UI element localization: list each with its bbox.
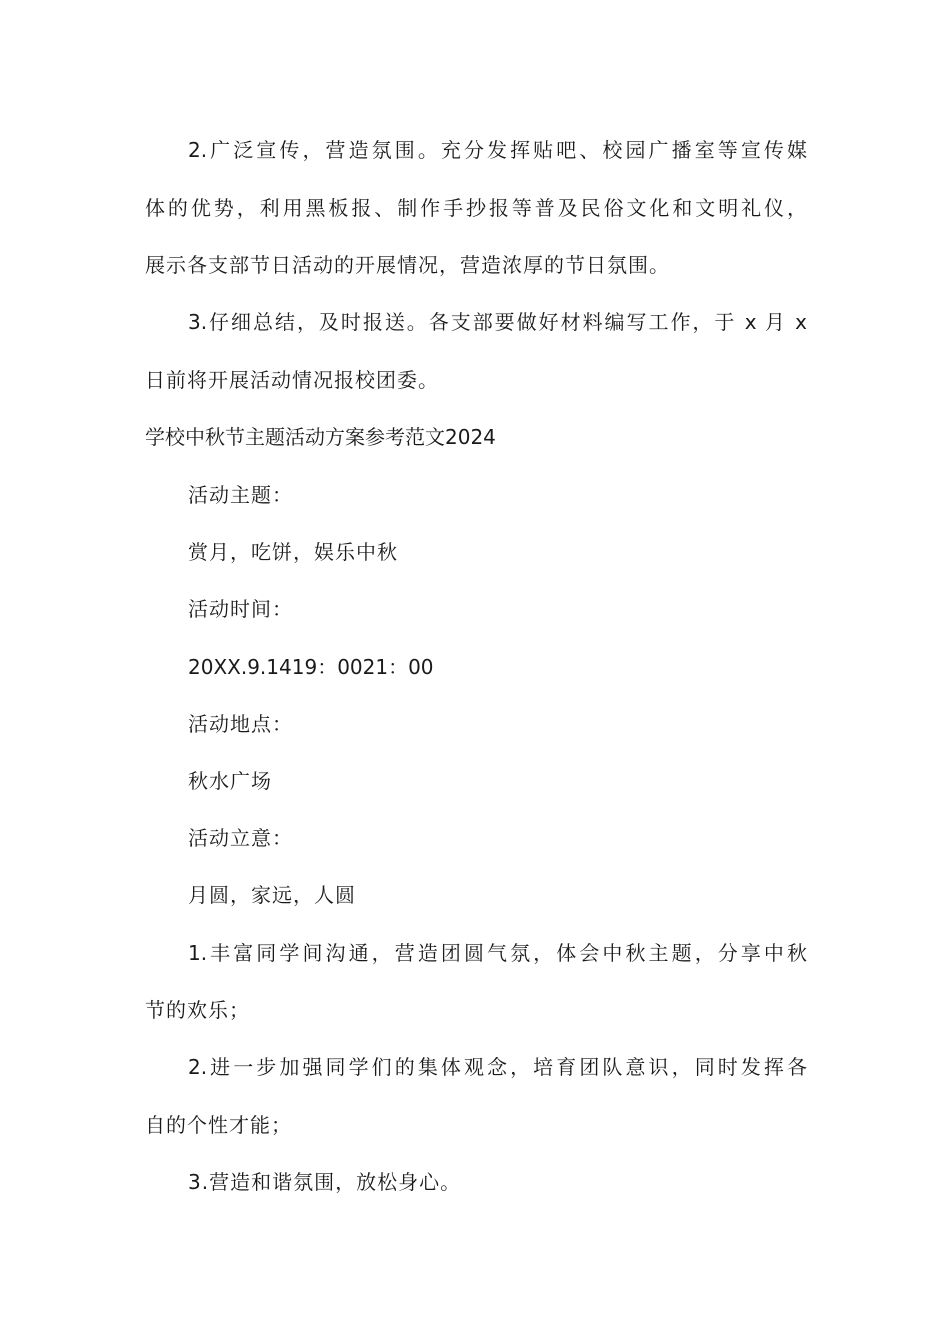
paragraph-line: 秋水广场 [188,769,272,793]
paragraph-line: 2.进一步加强同学们的集体观念，培育团队意识，同时发挥各 [188,1055,807,1079]
paragraph-line: 活动地点： [188,712,293,736]
paragraph-line: 节的欢乐； [145,998,250,1022]
paragraph-line: 3.仔细总结，及时报送。各支部要做好材料编写工作，于 x 月 x [188,310,807,334]
paragraph-line: 日前将开展活动情况报校团委。 [145,368,439,392]
paragraph-line: 活动立意： [188,826,293,850]
paragraph-line: 自的个性才能； [145,1113,292,1137]
paragraph-line: 1.丰富同学间沟通，营造团圆气氛，体会中秋主题，分享中秋 [188,941,807,965]
paragraph-line: 活动时间： [188,597,293,621]
paragraph-line: 展示各支部节日活动的开展情况，营造浓厚的节日氛围。 [145,253,670,277]
paragraph-line: 月圆，家远，人圆 [188,883,356,907]
paragraph-line: 赏月，吃饼，娱乐中秋 [188,540,398,564]
paragraph-line: 活动主题： [188,483,293,507]
paragraph-line: 2.广泛宣传，营造氛围。充分发挥贴吧、校园广播室等宣传媒 [188,138,807,162]
paragraph-line: 20XX.9.1419：0021：00 [188,655,434,679]
paragraph-line: 3.营造和谐氛围，放松身心。 [188,1170,462,1194]
section-title: 学校中秋节主题活动方案参考范文2024 [145,425,496,449]
paragraph-line: 体的优势，利用黑板报、制作手抄报等普及民俗文化和文明礼仪， [145,196,807,220]
